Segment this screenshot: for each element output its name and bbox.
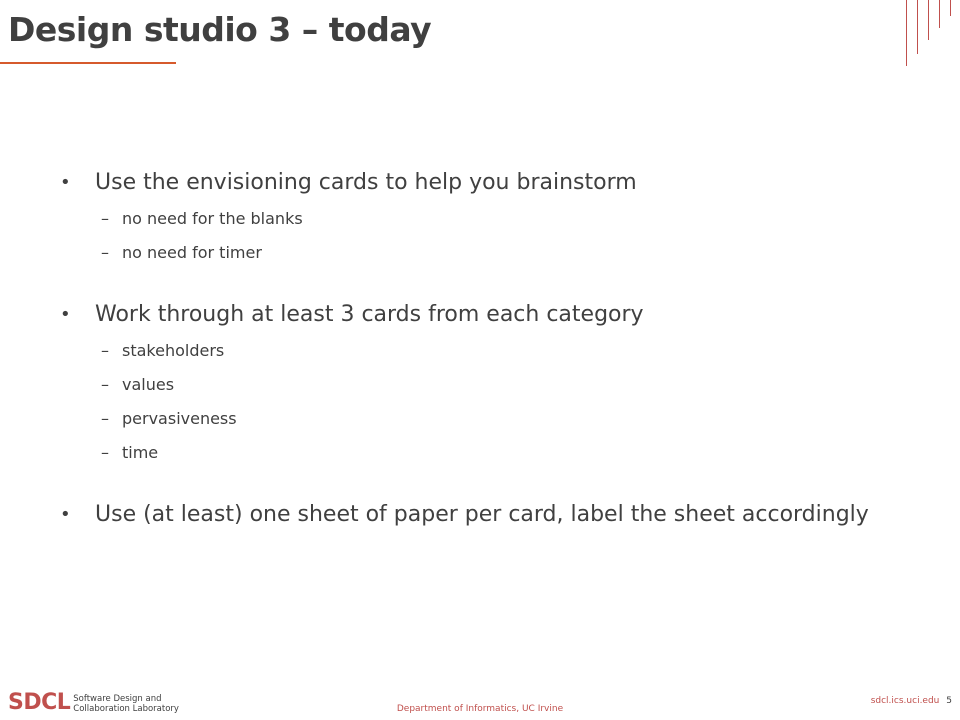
bullet-text: Use (at least) one sheet of paper per card, label the sheet accordingly	[95, 502, 869, 527]
logo-text: SDCL	[8, 690, 71, 715]
sub-item	[56, 402, 916, 436]
footer-right	[871, 696, 952, 706]
dash-icon: –	[101, 443, 109, 462]
dash-icon: –	[101, 375, 109, 394]
bullet-text: Work through at least 3 cards from each category	[95, 302, 644, 327]
dash-icon: –	[101, 243, 109, 262]
bullet-icon: •	[60, 304, 71, 325]
sub-item-text: pervasiveness	[122, 409, 237, 428]
bullet-group-3	[56, 500, 916, 530]
sub-item	[56, 368, 916, 402]
slide-content	[56, 168, 916, 560]
bullet-item	[56, 300, 916, 330]
bullet-item	[56, 168, 916, 198]
slide-title: Design studio 3 – today	[8, 10, 432, 49]
bullet-text: Use the envisioning cards to help you brainstorm	[95, 170, 637, 195]
lab-name-line-1: Software Design and	[73, 694, 162, 704]
sub-item	[56, 436, 916, 470]
dash-icon: –	[101, 209, 109, 228]
sub-item-text: no need for the blanks	[122, 209, 303, 228]
sub-item-text: time	[122, 443, 159, 462]
bullet-group-2	[56, 300, 916, 470]
sub-item	[56, 334, 916, 368]
sub-item-text: values	[122, 375, 175, 394]
title-underline	[0, 62, 176, 64]
sub-item	[56, 202, 916, 236]
bullet-group-1	[56, 168, 916, 270]
sub-item-text: stakeholders	[122, 341, 225, 360]
dash-icon: –	[101, 409, 109, 428]
department-label: Department of Informatics, UC Irvine	[396, 704, 564, 714]
lab-name-line-2: Collaboration Laboratory	[73, 704, 179, 714]
dash-icon: –	[101, 341, 109, 360]
bullet-icon: •	[60, 504, 71, 525]
bullet-icon: •	[60, 172, 71, 193]
bullet-item	[56, 500, 916, 530]
sub-item-text: no need for timer	[122, 243, 262, 262]
page-number: 5	[946, 696, 952, 706]
sub-item	[56, 236, 916, 270]
site-url: sdcl.ics.uci.edu	[870, 696, 940, 706]
corner-decoration	[900, 0, 960, 70]
